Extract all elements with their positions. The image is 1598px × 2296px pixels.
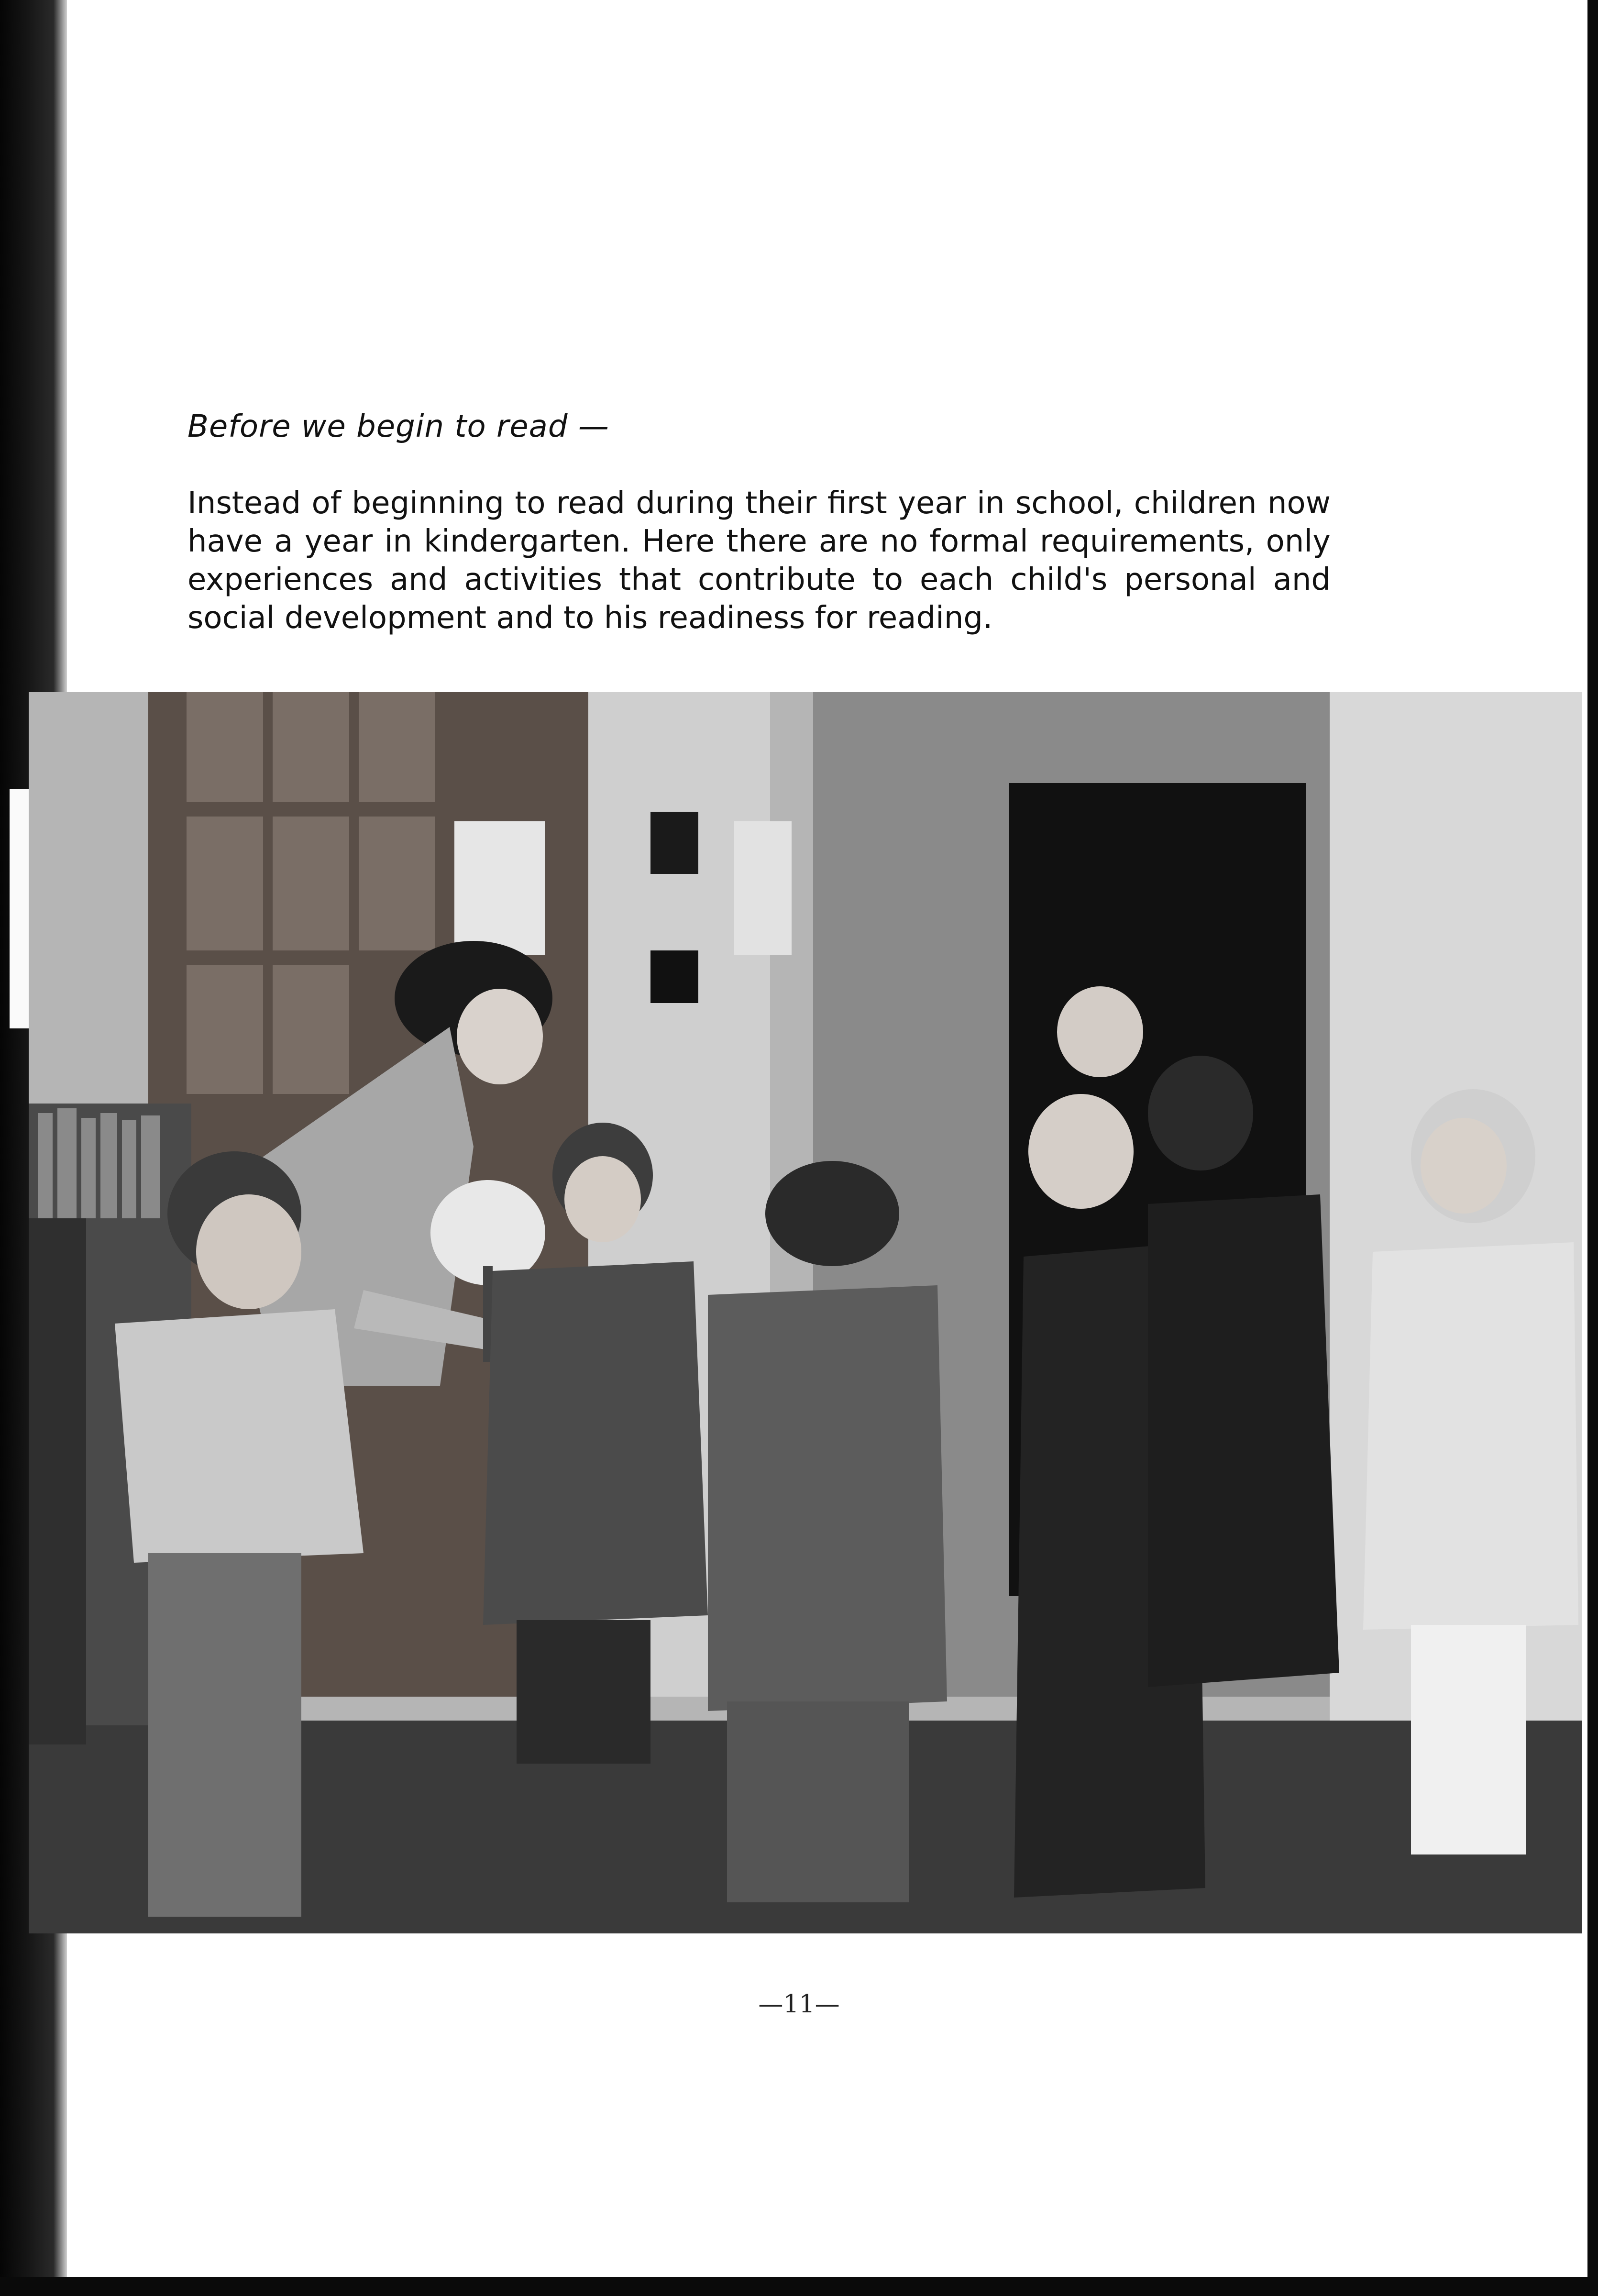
scan-edge-right xyxy=(1587,0,1598,2296)
photo-illustration xyxy=(29,692,1582,1933)
paper-note xyxy=(734,821,792,955)
scan-edge-bottom xyxy=(0,2277,1598,2296)
page-number: —11— xyxy=(758,1990,840,2019)
paper-notice xyxy=(454,821,545,955)
section-heading: Before we begin to read — xyxy=(187,409,609,444)
wall-switch xyxy=(650,812,698,874)
wooden-chair xyxy=(29,1218,86,1744)
body-paragraph: Instead of beginning to read during their first year in school, children now have a year in kindergarten. Here there are no formal requirements, only experiences and activities that contribute to each child's personal and social development and to his readiness for reading. xyxy=(187,486,1331,636)
kindergarten-photo xyxy=(29,692,1582,1933)
wall-plate xyxy=(650,950,698,1003)
